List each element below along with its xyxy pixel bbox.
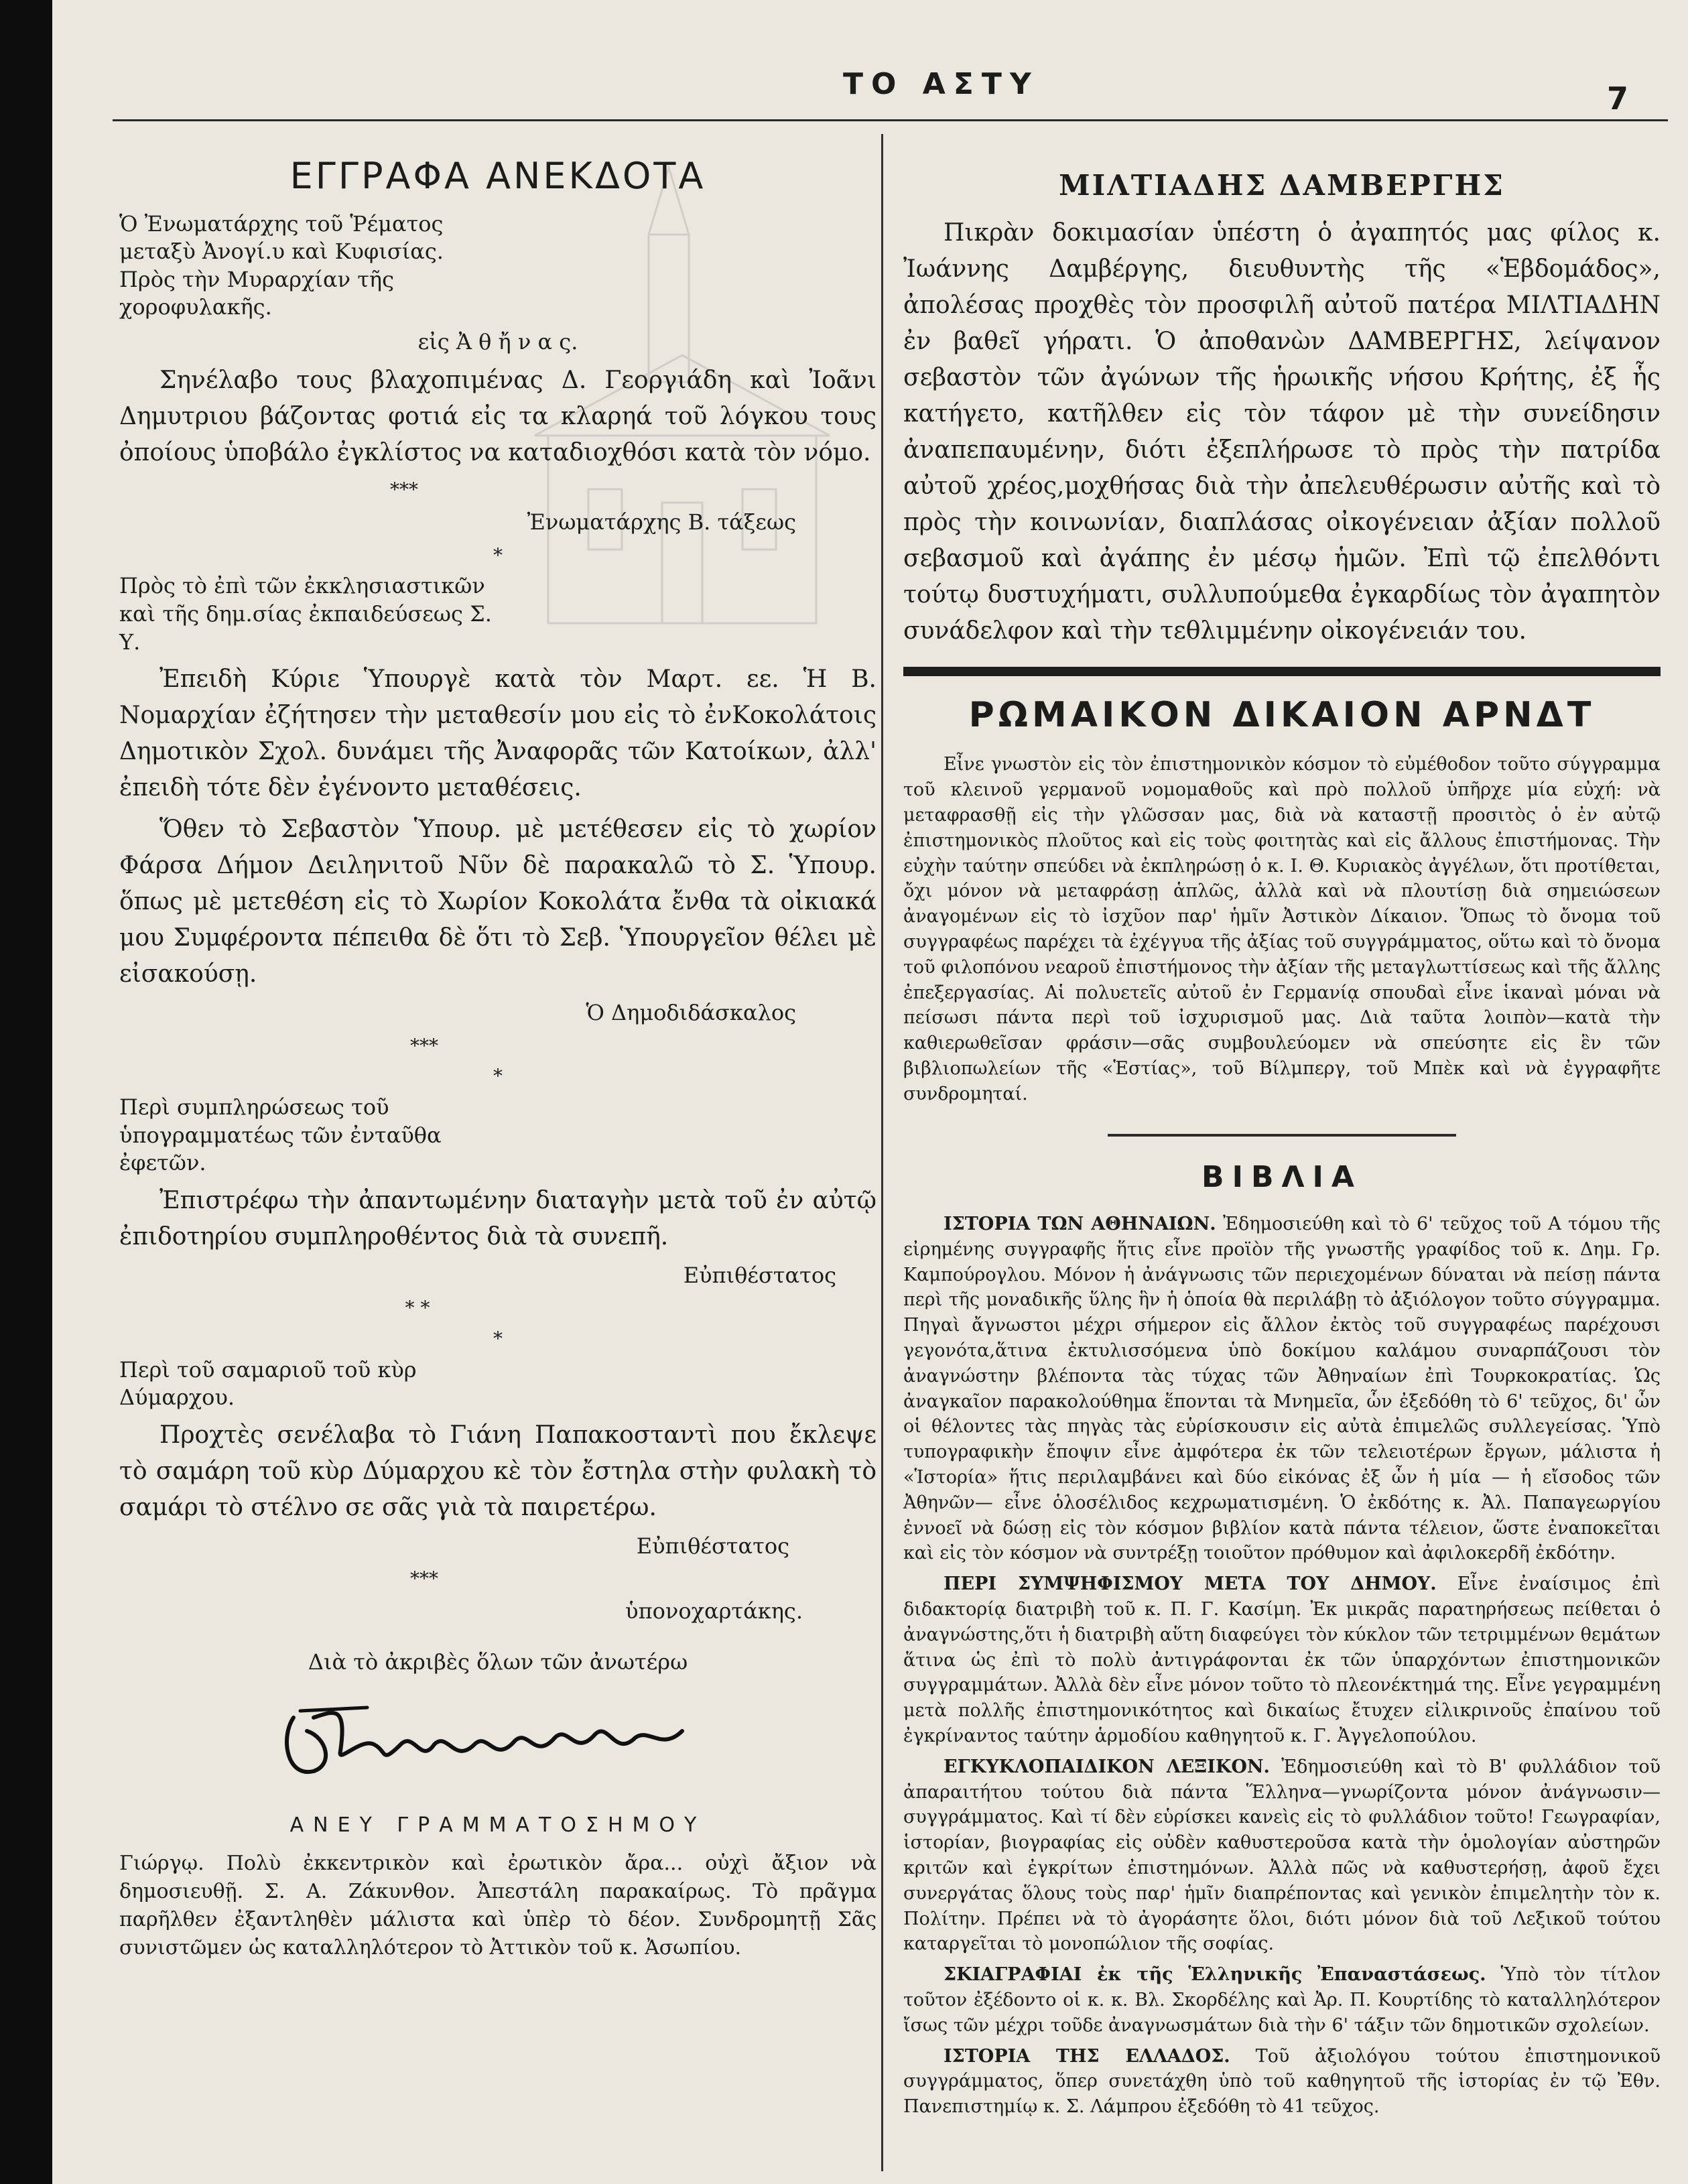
document-1 <box>119 210 877 538</box>
document-role: ὑπονοχαρτάκης. <box>625 1598 803 1624</box>
stars-separator: *** <box>410 1567 438 1590</box>
books-title: ΒΙΒΛΙΑ <box>1202 1159 1362 1194</box>
book-entry <box>903 1962 1661 2038</box>
document-body: Ἐπειδὴ Κύριε Ὑπουργὲ κατὰ τὸν Μαρτ. εε. Ἡ Β. Νομαρχίαν ἐζήτησεν τὴν μεταθεσίν μου εἰς τὸ ἐνΚοκολάτοις Δημοτικὸν Σχολ. δυνάμει τῆς Ἀναφορᾶς τῶν Κατοίκων, ἀλλ' ἐπειδὴ τότε δὲν ἐγένοντο μεταθέσεις. <box>119 665 877 802</box>
stars-separator: *** <box>410 1034 438 1057</box>
right-column <box>903 151 1661 2125</box>
book-entry <box>903 1212 1661 1566</box>
book-title: ΣΚΙΑΓΡΑΦΙΑΙ ἐκ τῆς Ἑλληνικῆς Ἐπαναστάσεως. <box>944 1964 1486 1986</box>
stars-separator: * * <box>405 1297 430 1320</box>
document-body: Σηνέλαβο τους βλαχοπιμένας Δ. Γεοργιάδη καὶ Ἰοᾶνι Δημυτριου βάζοντας φοτιά εἰς τα κλαρηά τοῦ λόγκου τους ὀποίους ὑποβάλο ἐγκλίστος να καταδιοχθόσι κατὰ τὸν νόμο. <box>119 367 877 467</box>
document-body: Ἐπιστρέφω τὴν ἀπαντωμένην διαταγὴν μετὰ τοῦ ἐν αὐτῷ ἐπιδοτηρίου συμπληροθέντος διὰ τὰ συνεπῆ. <box>119 1186 877 1250</box>
asterisk-separator: * <box>493 1065 503 1088</box>
book-entry <box>903 1754 1661 1957</box>
document-signature: Ὁ Δημοδιδάσκαλος <box>586 1000 796 1026</box>
document-signature: Εὐπιθέστατος <box>683 1262 836 1288</box>
document-signature: Ἐνωματάρχης Β. τάξεως <box>527 509 796 535</box>
book-text: Ἐδημοσιεύθη καὶ τὸ 6' τεῦχος τοῦ Α τόμου τῆς εἰρημένης συγγραφῆς ἥτις εἶνε προϊὸν τῆς γνωστῆς γραφίδος τοῦ κ. Δημ. Γρ. Καμπούρογλου. Μόνον ἡ ἀνάγνωσις τῶν περιεχομένων δύναται νὰ πείσῃ πάντα περὶ τῆς μοναδικῆς ὕλης ἣν ἡ ὁποία θὰ περιλάβῃ τὸ ἀξιόλογον τοῦτο σύγγραμμα. Πηγαὶ ἄγνωστοι μέχρι σήμερον εἰς ἄλλον ἐκτὸς τοῦ συγγραφέως παρέχουσι γεγονότα,ἅτινα ἐκτυλισσόμενα ὑπὸ δοκίμου καλάμου συναρπάζουσι τὸν ἀναγνώστην βλέποντα τὰς τύχας τῶν Ἀθηναίων ἐπὶ Τουρκοκρατίας. Ὡς ἀναγκαῖον παρακολούθημα ἕπονται τὰ Μνημεῖα, ὧν ἐξεδόθη τὸ 6' τεῦχος, δι' ὧν οἱ θέλοντες τὰς πηγὰς τὰς εὑρίσκουσιν εἰς αὐτὰ ἐπιμελῶς συλλεγείσας. Ὑπὸ τυπογραφικὴν ἔποψιν εἶνε ἀμφότερα ἐκ τῶν τελειοτέρων ἔργων, μάλιστα ἡ «Ἱστορία» ἥτις περιλαμβάνει καὶ δύο εἰκόνας ἐξ ὧν ἡ μία — ἡ εἴσοδος τῶν Ἀθηνῶν— εἶνε ὁλοσέλιδος κεχρωματισμένη. Ὁ ἐκδότης κ. Ἀλ. Παπαγεωργίου ἐννοεῖ νὰ δώσῃ εἰς τὸν κόσμον βιβλίον κατὰ πάντα τέλειον, ὥστε ἐναποκεῖται καὶ εἰς τὸν κόσμον νὰ συντρέξῃ τοιοῦτον πρόθυμον καὶ ἀφιλοκερδῆ ἐκδότην. <box>903 1214 1661 1564</box>
left-column <box>119 151 877 1968</box>
header-rule <box>113 119 1668 121</box>
book-entry <box>903 2044 1661 2120</box>
document-address: Ὁ Ἐνωματάρχης τοῦ Ῥέματος μεταξὺ Ἀνογί.υ καὶ Κυφισίας. Πρὸς τὴν Μυραρχίαν τῆς χοροφυλακῆς. <box>119 210 444 320</box>
document-signature: Εὐπιθέστατος <box>636 1533 789 1559</box>
document-body: Προχτὲς σενέλαβα τὸ Γιάνη Παπακοσταντὶ που ἔκλεψε τὸ σαμάρη τοῦ κὺρ Δύμαρχου κὲ τὸν ἔστηλα στὴν φυλακὴ τὸ σαμάρι τὸ στέλνο σε σᾶς γιὰ τὰ παιρετέρω. <box>119 1421 877 1522</box>
masthead-title: ΤΟ ΑΣΤΥ <box>843 67 1039 101</box>
document-2 <box>119 572 877 1059</box>
book-text: Τοῦ ἀξιολόγου τούτου ἐπιστημονικοῦ συγγράμματος, ὅπερ συνετάχθη ὑπὸ τοῦ καθηγητοῦ τῆς ἱστορίας ἐν τῷ Ἐθν. Πανεπιστημίῳ κ. Σ. Λάμπρου ἐξεδόθη τὸ 41 τεῦχος. <box>903 2045 1661 2118</box>
law-body: Εἶνε γνωστὸν εἰς τὸν ἐπιστημονικὸν κόσμον τὸ εὐμέθοδον τοῦτο σύγγραμμα τοῦ κλεινοῦ γερμανοῦ νομομαθοῦς καὶ πρὸ πολλοῦ ὑπῆρχε μία εὐχή: νὰ μεταφρασθῇ εἰς τὴν γλῶσσαν μας, διὰ νὰ καταστῇ προσιτὸς ὁ ἐν αὐτῷ ἐπιστημονικὸς πλοῦτος καὶ εἰς τοὺς φοιτητὰς καὶ εἰς ἄλλους ἐπιστήμονας. Τὴν εὐχὴν ταύτην σπεύδει νὰ ἐκπληρώσῃ ὁ κ. Ι. Θ. Κυριακὸς ἀγγέλων, ὅτι προτίθεται, ὄχι μόνον νὰ μεταφράσῃ ἁπλῶς, ἀλλὰ καὶ νὰ πλουτίσῃ διὰ σημειώσεων ἀναγομένων εἰς τὸ ἰσχῦον παρ' ἡμῖν Ἀστικὸν Δίκαιον. Ὅπως τὸ ὄνομα τοῦ συγγραφέως παρέχει τὰ ἐχέγγυα τῆς ἀξίας τοῦ συγγράμματος, οὕτω καὶ τὸ ὄνομα τοῦ φιλοπόνου νεαροῦ ἐπιστήμονος τὴν ἀξίαν τῆς μεταγλωττίσεως καὶ τῆς ἄλλης ἐπεξεργασίας. Αἱ πολυετεῖς αὐτοῦ ἐν Γερμανίᾳ σπουδαὶ εἶνε ἱκαναὶ μόναι νὰ πείσωσι πάντα περὶ τοῦ ἰσχυρισμοῦ μας. Διὰ ταῦτα λοιπὸν—κατὰ τὴν καθιερωθεῖσαν φράσιν—σᾶς συμβουλεύομεν νὰ σπεύσητε εἰς ἓν τῶν βιβλιοπωλείων τῆς «Ἑστίας», τοῦ Βίλμπεργ, τοῦ Μπὲκ καὶ νὰ ἐγγραφῆτε συνδρομηταί. <box>903 754 1661 1104</box>
section-title: ΕΓΓΡΑΦΑ ΑΝΕΚΔΟΤΑ <box>289 155 706 197</box>
stars-separator: *** <box>390 478 418 501</box>
book-title: ΙΣΤΟΡΙΑ ΤΩΝ ΑΘΗΝΑΙΩΝ. <box>944 1214 1216 1235</box>
document-address: Πρὸς τὸ ἐπὶ τῶν ἐκκλησιαστικῶν καὶ τῆς δημ.σίας ἐκπαιδεύσεως Σ. Υ. <box>119 573 492 655</box>
law-title: ΡΩΜΑΙΚΟΝ ΔΙΚΑΙΟΝ ΑΡΝΔΤ <box>968 694 1596 735</box>
obituary-body: Πικρὰν δοκιμασίαν ὑπέστη ὁ ἀγαπητός μας φίλος κ. Ἰωάννης Δαμβέργης, διευθυντὴς τῆς «Ἑβδομάδος», ἀπολέσας προχθὲς τὸν προσφιλῆ αὐτοῦ πατέρα ΜΙΛΤΙΑΔΗΝ ἐν βαθεῖ γήρατι. Ὁ ἀποθανὼν ΔΑΜΒΕΡΓΗΣ, λείψανον σεβαστὸν τῶν ἀγώνων τῆς ἡρωικῆς νήσου Κρήτης, ἐξ ἧς κατήγετο, κατῆλθεν εἰς τὸν τάφον μὲ τὴν συνείδησιν ἀναπεπαυμένην, διότι ἐξεπλήρωσε τὸ πρὸς τὴν πατρίδα αὐτοῦ χρέος,μοχθήσας διὰ τὴν ἀπελευθέρωσιν αὐτῆς καὶ τὸ πρὸς τὴν κοινωνίαν, διαπλάσας οἰκογένειαν ἀξίαν πολλοῦ σεβασμοῦ καὶ ἀγάπης ἐν μέσῳ ἡμῶν. Ἐπὶ τῷ ἐπελθόντι τούτῳ δυστυχήματι, συλλυπούμεθα ἐγκαρδίως τὸν ἀγαπητὸν συνάδελφον καὶ τὴν τεθλιμμένην οἰκογένειάν του. <box>903 218 1661 645</box>
asterisk-separator: * <box>493 1328 503 1350</box>
book-title: ΠΕΡΙ ΣΥΜΨΗΦΙΣΜΟΥ ΜΕΤΑ ΤΟΥ ΔΗΜΟΥ. <box>944 1573 1437 1595</box>
handwritten-signature <box>273 1691 702 1791</box>
book-text: Ὑπὸ τὸν τίτλον τοῦτον ἐξέδοντο οἱ κ. κ. Βλ. Σκορδέλης καὶ Ἀρ. Π. Κουρτίδης τὸ καταλληλότερον ἴσως τῶν μέχρι τοῦδε ἀναγνωσμάτων διὰ τὴν 6' τάξιν τῶν δημοτικῶν σχολείων. <box>903 1964 1661 2036</box>
book-text: Ἐδημοσιεύθη καὶ τὸ Β' φυλλάδιον τοῦ ἀπαραιτήτου τούτου διὰ πάντα Ἕλληνα—γνωρίζοντα μόνον ἀνάγνωσιν—συγγράμματος. Καὶ τί δὲν εὑρίσκει κανεὶς εἰς τὸ φυλλάδιον τοῦτο! Γεωγραφίαν, ἱστορίαν, βιογραφίας εἰς οὐδὲν καθυστεροῦσα κατὰ τὴν ὁμολογίαν αὐστηρῶν κριτῶν καὶ ἐγκρίτων ἐπιστημόνων. Ἀλλὰ πῶς νὰ καθυστερήσῃ, ἀφοῦ ἔχει συνεργάτας ὅλους τοὺς παρ' ἡμῖν διαπρέποντας καὶ γενικὸν ἐπιμελητὴν τὸν κ. Πολίτην. Πρέπει νὰ τὸ ἀγοράσητε ὅλοι, διότι μόνον διὰ τοῦ Λεξικοῦ τούτου καταργεῖται τὸ μονοπώλιον τῆς σοφίας. <box>903 1756 1661 1955</box>
binding-gutter <box>0 0 52 2184</box>
obituary-title: ΜΙΛΤΙΑΔΗΣ ΔΑΜΒΕΡΓΗΣ <box>1059 169 1505 202</box>
page-number: 7 <box>1607 80 1629 117</box>
book-title: ΙΣΤΟΡΙΑ ΤΗΣ ΕΛΛΑΔΟΣ. <box>944 2045 1230 2067</box>
book-entry <box>903 1571 1661 1749</box>
dash-divider <box>1108 1134 1456 1137</box>
document-3 <box>119 1094 877 1322</box>
column-divider <box>881 134 883 2171</box>
document-4 <box>119 1356 877 1627</box>
book-text: Εἶνε ἐναίσιμος ἐπὶ διδακτορίᾳ διατριβὴ τοῦ κ. Π. Γ. Κασίμη. Ἐκ μικρᾶς παρατηρήσεως πείθεται ὁ ἀναγνώστης,ὅτι ἡ διατριβὴ αὕτη διαφεύγει τὸν κύκλον τῶν τετριμμένων θεμάτων ἅτινα ὡς ἐπὶ τὸ πολὺ ἀντιγράφονται ἐκ τῶν ὑπαρχόντων ἐπιστημονικῶν συγγραμμάτων. Ἀλλὰ δὲν εἶνε μόνον τοῦτο τὸ πλεονέκτημά της. Εἶνε γεγραμμένη μετὰ πολλῆς ἐπιστημονικότητος καὶ δικαίως ἔτυχεν εἰλικρινοῦς ἐπαίνου τοῦ ἐγκρίναντος ταύτην ἁρμοδίου καθηγητοῦ κ. Γ. Ἀγγελοπούλου. <box>903 1573 1661 1747</box>
certification-line: Διὰ τὸ ἀκριβὲς ὅλων τῶν ἀνωτέρω <box>308 1649 688 1675</box>
thick-divider <box>903 667 1661 676</box>
document-place: εἰς Ἀ θ ἤ ν α ς. <box>417 329 578 355</box>
newspaper-page <box>52 0 1688 2184</box>
section-title: ΑΝΕΥ ΓΡΑΜΜΑΤΟΣΗΜΟΥ <box>289 1813 706 1838</box>
document-address: Περὶ συμπληρώσεως τοῦ ὑπογραμματέως τῶν ἐνταῦθα ἐφετῶν. <box>119 1094 442 1176</box>
document-body: Ὅθεν τὸ Σεβαστὸν Ὑπουρ. μὲ μετέθεσεν εἰς τὸ χωρίον Φάρσα Δήμον Δειληνιτοῦ Νῦν δὲ παρακαλῶ τὸ Σ. Ὑπουρ. ὅπως μὲ μετεθέση εἰς τὸ Χωρίον Κοκολάτα ἔνθα τὰ οἰκιακά μου Συμφέροντα πέπειθα δὲ ὅτι τὸ Σεβ. Ὑπουργεῖον θέλει μὲ εἰσακούσῃ. <box>119 816 877 988</box>
asterisk-separator: * <box>493 543 503 566</box>
document-address: Περὶ τοῦ σαμαριοῦ τοῦ κὺρ Δύμαρχου. <box>119 1356 417 1411</box>
correspondence-notes: Γιώργῳ. Πολὺ ἐκκεντρικὸν καὶ ἐρωτικὸν ἄρα... οὐχὶ ἄξιον νὰ δημοσιευθῇ. Σ. Α. Ζάκυνθον. Ἀπεστάλη παρακαίρως. Τὸ πρᾶγμα παρῆλθεν ἐξαντληθὲν μάλιστα καὶ ὑπὲρ τὸ δέον. Συνδρομητῇ Σᾶς συνιστῶμεν ὡς καταλληλότερον τὸ Ἀττικὸν τοῦ κ. Ἀσωπίου. <box>119 1851 877 1960</box>
book-title: ΕΓΚΥΚΛΟΠΑΙΔΙΚΟΝ ΛΕΞΙΚΟΝ. <box>944 1756 1270 1777</box>
